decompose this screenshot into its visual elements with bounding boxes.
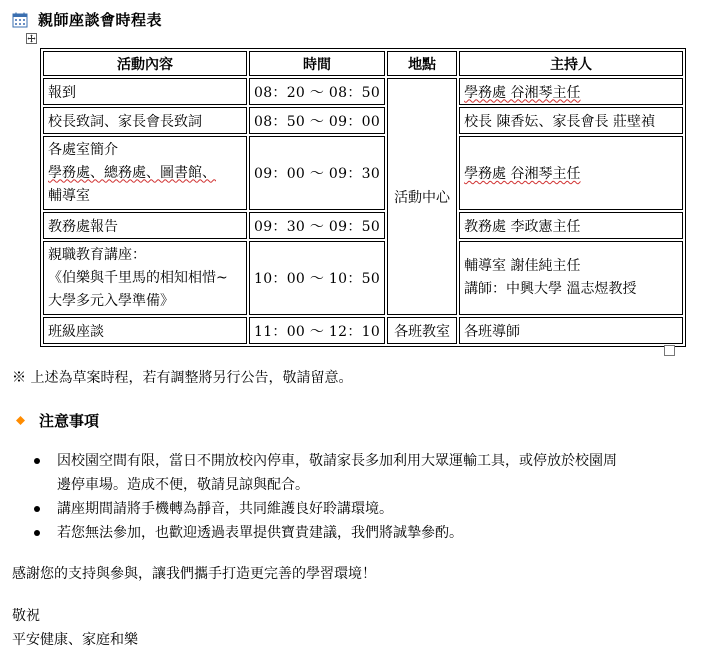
draft-note: ※ 上述為草案時程，若有調整將另行公告，敬請留意。 [12, 370, 353, 386]
host-cell [459, 136, 683, 210]
time-cell: 09：30 ～ 09：50 [249, 212, 385, 239]
header-location: 地點 [387, 51, 457, 76]
time-cell: 11：00 ～ 12：10 [249, 317, 385, 344]
header-time: 時間 [249, 51, 385, 76]
list-item-line: 若您無法參加，也歡迎透過表單提供寶貴建議，我們將誠摯參酌。 [57, 525, 463, 541]
table-resize-handle[interactable] [664, 345, 675, 356]
list-item [0, 521, 700, 545]
list-item [0, 449, 700, 497]
title-row [12, 9, 162, 30]
table-header-row [43, 51, 683, 76]
table-row [43, 107, 683, 134]
table-row [43, 78, 683, 105]
section-title: 注意事項 [39, 412, 100, 430]
calendar-icon [12, 12, 28, 28]
time-cell: 08：50 ～ 09：00 [249, 107, 385, 134]
header-host: 主持人 [459, 51, 683, 76]
activity-cell: 校長致詞、家長會長致詞 [43, 107, 247, 134]
bullet-icon [34, 530, 40, 536]
host-line: 輔導室 謝佳純主任 [464, 258, 581, 274]
activity-line: 學務處、總務處、圖書館、 [48, 164, 216, 181]
time-cell: 10：00 ～ 10：50 [249, 241, 385, 315]
activity-cell: 班級座談 [43, 317, 247, 344]
activity-line: 親職教育講座： [48, 246, 146, 263]
activity-line: 輔導室 [48, 187, 90, 204]
table-row [43, 241, 683, 315]
closing-line: 敬祝 [12, 608, 40, 624]
table-row [43, 317, 683, 344]
activity-cell: 教務處報告 [43, 212, 247, 239]
closing-line: 平安健康、家庭和樂 [12, 632, 138, 648]
bullet-icon [34, 506, 40, 512]
activity-cell [43, 136, 247, 210]
location-cell [387, 78, 457, 315]
activity-line: 大學多元入學準備》 [48, 292, 174, 309]
host-cell [459, 107, 683, 134]
page-title: 親師座談會時程表 [38, 11, 163, 29]
host-cell: 各班導師 [459, 317, 683, 344]
activity-line: 《伯樂與千里馬的相知相惜~ [48, 269, 228, 286]
host-cell [459, 78, 683, 105]
diamond-bullet-icon [16, 416, 25, 425]
host-line: 講師：中興大學 溫志煜教授 [464, 281, 637, 297]
thanks-text: 感謝您的支持與參與，讓我們攜手打造更完善的學習環境！ [12, 566, 376, 582]
time-cell: 09：00 ～ 09：30 [249, 136, 385, 210]
host-text: 校長 陳香妘、家長會長 莊壁禎 [464, 113, 655, 130]
table-row [43, 212, 683, 239]
list-item-line: 因校園空間有限，當日不開放校內停車，敬請家長多加利用大眾運輸工具，或停放於校園周 [57, 453, 617, 469]
host-cell [459, 241, 683, 315]
table-row [43, 136, 683, 210]
bullet-icon [34, 458, 40, 464]
list-item-line: 講座期間請將手機轉為靜音，共同維護良好聆講環境。 [57, 501, 393, 517]
activity-cell [43, 241, 247, 315]
host-cell: 教務處 李政憲主任 [459, 212, 683, 239]
schedule-table [40, 48, 686, 347]
location-cell: 各班教室 [387, 317, 457, 344]
table-move-handle-icon[interactable] [26, 33, 37, 44]
host-text: 學務處 谷湘琴主任 [464, 84, 581, 101]
host-text: 學務處 谷湘琴主任 [464, 166, 581, 182]
activity-line: 各處室簡介 [48, 141, 118, 158]
list-item-line: 邊停車場。造成不便，敬請見諒與配合。 [57, 477, 309, 493]
list-item [0, 497, 700, 521]
location-text: 活動中心 [394, 189, 451, 206]
activity-cell: 報到 [43, 78, 247, 105]
time-cell: 08：20 ～ 08：50 [249, 78, 385, 105]
notes-list [0, 449, 700, 545]
section-heading [16, 410, 99, 431]
header-activity: 活動內容 [43, 51, 247, 76]
